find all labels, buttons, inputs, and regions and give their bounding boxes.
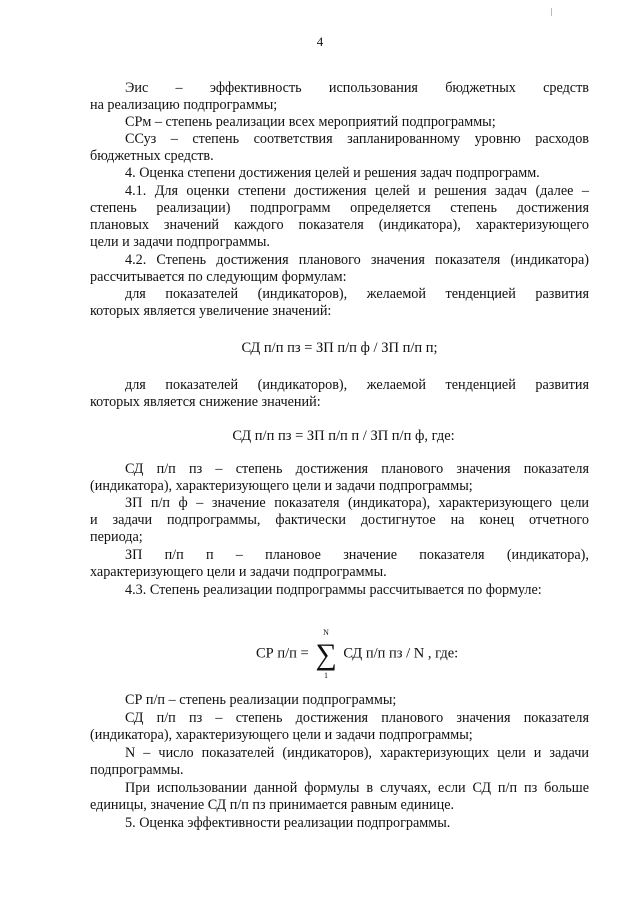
definition-zp-plan-line2: характеризующего цели и задачи подпрограммы. [90,564,387,580]
section-4-2-line1: 4.2. Степень достижения планового значения показателя (индикатора) [125,252,589,268]
section-4-2-line2: рассчитывается по следующим формулам: [90,269,347,285]
formula-decrease: СД п/п пз = ЗП п/п п / ЗП п/п ф, где: [232,428,455,444]
page-number: 4 [316,34,324,49]
definition-sd2-line1: СД п/п пз – степень достижения планового значения показателя [125,710,589,726]
formula-sr [256,628,459,681]
definition-zp-fact-line3: периода; [90,529,143,545]
sigma-symbol [315,628,337,681]
sigma-lower-limit: 1 [324,671,329,681]
decrease-indicators-line2: которых является снижение значений: [90,394,321,410]
definition-sr: СР п/п – степень реализации подпрограммы; [125,692,397,708]
sigma-sign: ∑ [315,638,337,672]
formula-sr-left: СР п/п = [256,645,309,662]
scan-mark [551,8,552,16]
definition-n-line1: N – число показателей (индикаторов), характеризующих цели и задачи [125,745,589,761]
definition-sd-line2: (индикатора), характеризующего цели и задачи подпрограммы; [90,478,473,494]
definition-ssuz-line1: ССуз – степень соответствия запланированному уровню расходов [125,131,589,147]
definition-zp-plan-line1: ЗП п/п п – плановое значение показателя (индикатора), [125,547,589,563]
definition-srm: СРм – степень реализации всех мероприятий подпрограммы; [125,114,496,130]
note-line1: При использовании данной формулы в случаях, если СД п/п пз больше [125,780,589,796]
increase-indicators-line2: которых является увеличение значений: [90,303,332,319]
definition-n-line2: подпрограммы. [90,762,184,778]
section-4-heading: 4. Оценка степени достижения целей и решения задач подпрограмм. [125,165,540,181]
definition-zp-fact-line1: ЗП п/п ф – значение показателя (индикатора), характеризующего цели [125,495,589,511]
definition-zp-fact-line2: и задачи подпрограммы, фактически достигнутое на конец отчетного [90,512,589,528]
decrease-indicators-line1: для показателей (индикаторов), желаемой тенденцией развития [125,377,589,393]
definition-sd2-line2: (индикатора), характеризующего цели и задачи подпрограммы; [90,727,473,743]
formula-sr-right: СД п/п пз / N , где: [343,645,459,662]
section-4-1-line3: плановых значений каждого показателя (индикатора), характеризующего [90,217,589,233]
definition-ssuz-line2: бюджетных средств. [90,148,214,164]
definition-eis-line2: на реализацию подпрограммы; [90,97,278,113]
section-4-1-line2: степень реализации) подпрограмм определяется степень достижения [90,200,589,216]
section-4-3: 4.3. Степень реализации подпрограммы рассчитывается по формуле: [125,582,542,598]
definition-eis-line1: Эис – эффективность использования бюджетных средств [125,80,589,96]
section-5-heading: 5. Оценка эффективности реализации подпрограммы. [125,815,451,831]
section-4-1-line4: цели и задачи подпрограммы. [90,234,270,250]
formula-increase: СД п/п пз = ЗП п/п ф / ЗП п/п п; [241,340,438,356]
section-4-1-line1: 4.1. Для оценки степени достижения целей и решения задач (далее – [125,183,589,199]
sigma-upper-limit: N [323,628,329,637]
increase-indicators-line1: для показателей (индикаторов), желаемой тенденцией развития [125,286,589,302]
note-line2: единицы, значение СД п/п пз принимается равным единице. [90,797,455,813]
definition-sd-line1: СД п/п пз – степень достижения планового значения показателя [125,461,589,477]
